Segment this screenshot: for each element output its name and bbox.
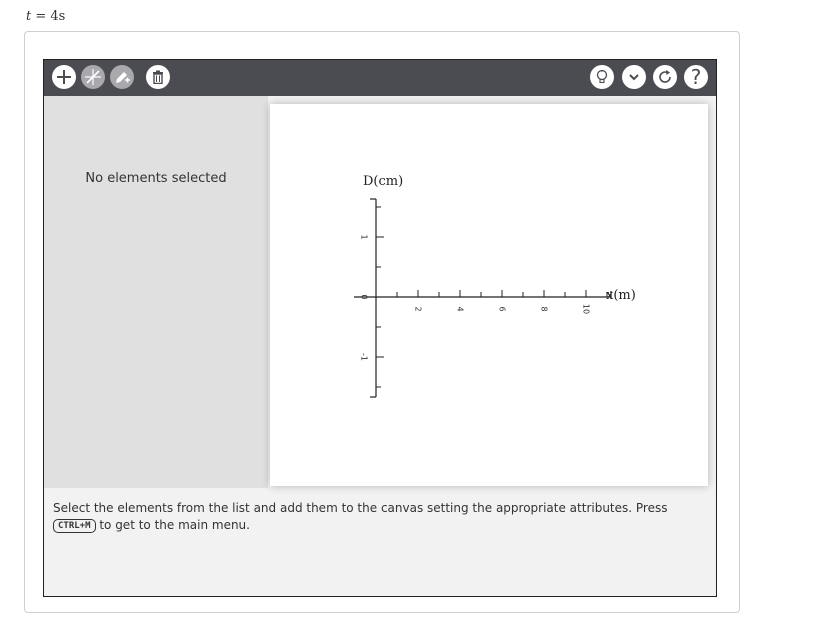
shortcut-key: CTRL+M <box>53 519 96 533</box>
dropdown-button[interactable] <box>622 65 646 89</box>
add-button[interactable] <box>52 65 76 89</box>
delete-button[interactable] <box>146 65 170 89</box>
x-tick-label: 6 <box>497 306 507 312</box>
element-list-panel <box>44 96 268 488</box>
x-tick-label: 10 <box>581 303 591 315</box>
no-selection-message: No elements selected <box>85 171 227 186</box>
instructions-before: Select the elements from the list and add them to the canvas setting the appropriate attributes. Press <box>53 501 668 515</box>
x-axis-title: x(m) <box>606 288 636 303</box>
y-tick-label: -1 <box>359 353 369 361</box>
asymptote-button[interactable] <box>81 65 105 89</box>
graphing-widget <box>43 59 717 597</box>
help-button[interactable] <box>684 65 708 89</box>
instructions-text <box>53 500 708 534</box>
time-variable: t <box>26 9 32 24</box>
edit-button[interactable] <box>110 65 134 89</box>
time-label <box>26 9 65 24</box>
toolbar <box>44 60 716 96</box>
time-value: = 4s <box>31 9 66 24</box>
trash-icon <box>151 70 165 84</box>
pencil-icon <box>113 68 131 86</box>
y-tick-label: 1 <box>359 234 369 240</box>
y-axis-title: D(cm) <box>363 174 404 189</box>
graph-svg[interactable] <box>270 104 708 486</box>
hint-button[interactable] <box>590 65 614 89</box>
lightbulb-icon <box>594 69 610 85</box>
x-tick-label: 8 <box>539 306 549 312</box>
graph-canvas[interactable] <box>270 104 708 486</box>
question-mark-icon: ? <box>690 65 702 89</box>
instructions-after: to get to the main menu. <box>95 518 250 532</box>
plus-icon <box>56 69 72 85</box>
y-tick-label: 0 <box>359 294 369 300</box>
asymptote-icon <box>84 68 102 86</box>
x-tick-label: 2 <box>413 306 423 312</box>
redo-icon <box>657 69 673 85</box>
chevron-down-icon <box>628 71 640 83</box>
x-tick-label: 4 <box>455 306 465 312</box>
reset-button[interactable] <box>653 65 677 89</box>
